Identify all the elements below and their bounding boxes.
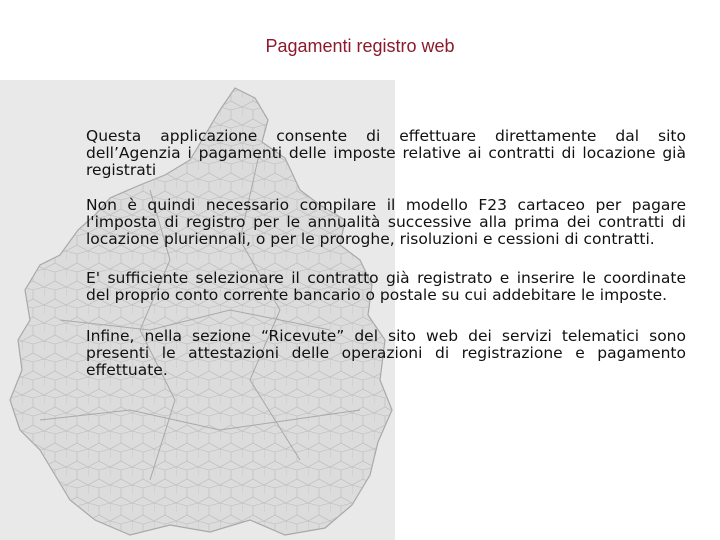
slide-title: Pagamenti registro web (265, 36, 455, 56)
paragraph-3: E' sufficiente selezionare il contratto già registrato e inserire le coordinate del proprio conto corrente bancario o postale su cui addebitare le imposte. (86, 269, 686, 304)
paragraph-1: Questa applicazione consente di effettuare direttamente dal sito dell’Agenzia i pagamenti delle imposte relative ai contratti di locazione già registrati (86, 127, 686, 179)
paragraph-2: Non è quindi necessario compilare il modello F23 cartaceo per pagare l'imposta di registro per le annualità successive alla prima dei contratti di locazione pluriennali, o per le proroghe, risoluzioni e cessioni di contratti. (86, 196, 686, 248)
paragraph-4: Infine, nella sezione “Ricevute” del sito web dei servizi telematici sono presenti le attestazioni delle operazioni di registrazione e pagamento effettuate. (86, 327, 686, 379)
text-body (86, 128, 686, 397)
